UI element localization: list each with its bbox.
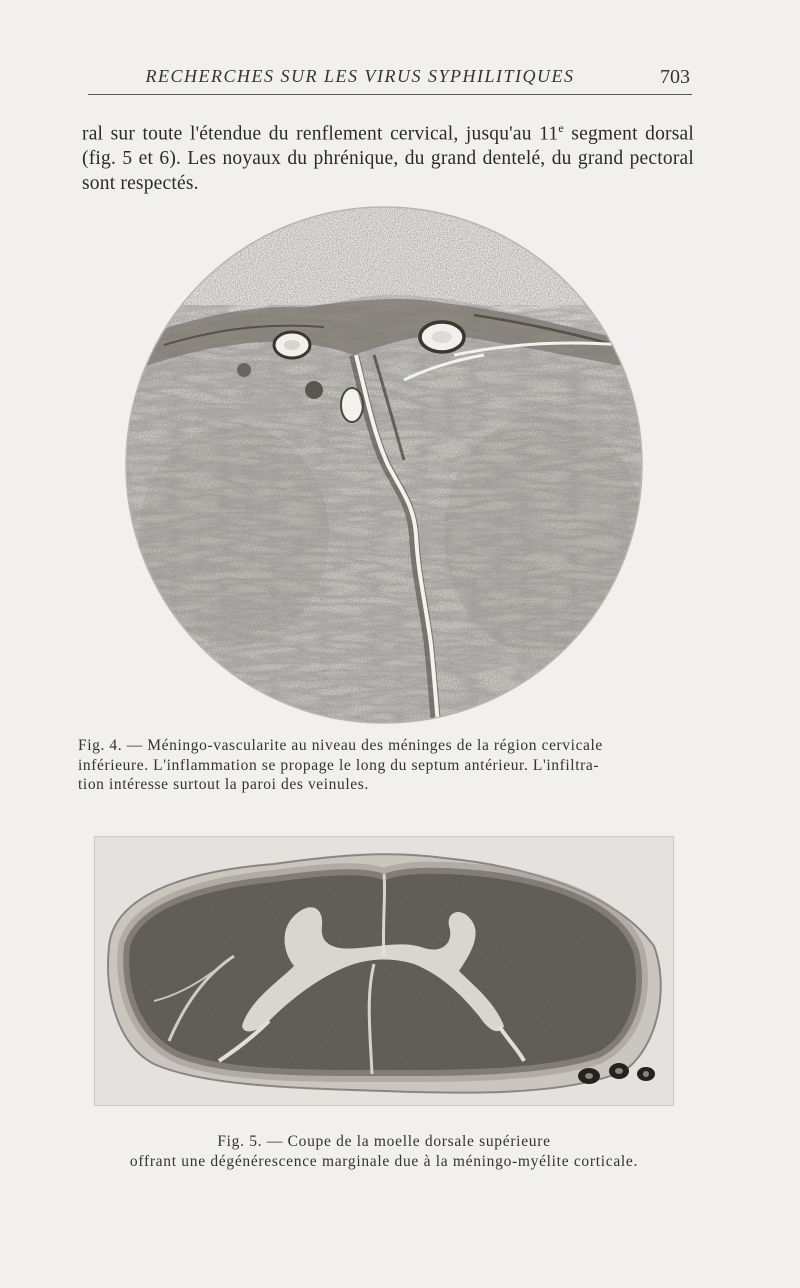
body-text-part2: segment dorsal (fig. 5 et 6). Les noyaux du phrénique, du grand dentelé, du grand pectoral sont respectés. [82, 123, 695, 194]
body-text-part1: ral sur toute l'étendue du renflement cervical, jusqu'au 11 [82, 123, 559, 145]
figure-4-caption [78, 736, 696, 795]
figure-4-caption-line-3: tion intéresse surtout la paroi des veinules. [78, 776, 369, 793]
figure-5-spinal-cord-section [94, 836, 674, 1106]
figure-5-caption-line-1: Fig. 5. — Coupe de la moelle dorsale supérieure [217, 1133, 551, 1150]
figure-4-caption-line-1: Fig. 4. — Méningo-vascularite au niveau des méninges de la région cervicale [78, 737, 603, 754]
figure-5-caption [84, 1132, 684, 1171]
page-number: 703 [660, 66, 690, 88]
body-paragraph [82, 116, 694, 196]
figure-5-caption-line-2: offrant une dégénérescence marginale due à la méningo-myélite corticale. [129, 1152, 639, 1170]
running-header [88, 64, 692, 95]
figure-4-micrograph [124, 205, 644, 725]
figure-4-caption-line-2: inférieure. L'inflammation se propage le long du septum antérieur. L'infiltra- [78, 756, 600, 774]
running-title: RECHERCHES SUR LES VIRUS SYPHILITIQUES [145, 66, 575, 86]
ordinal-superscript: e [558, 121, 564, 135]
